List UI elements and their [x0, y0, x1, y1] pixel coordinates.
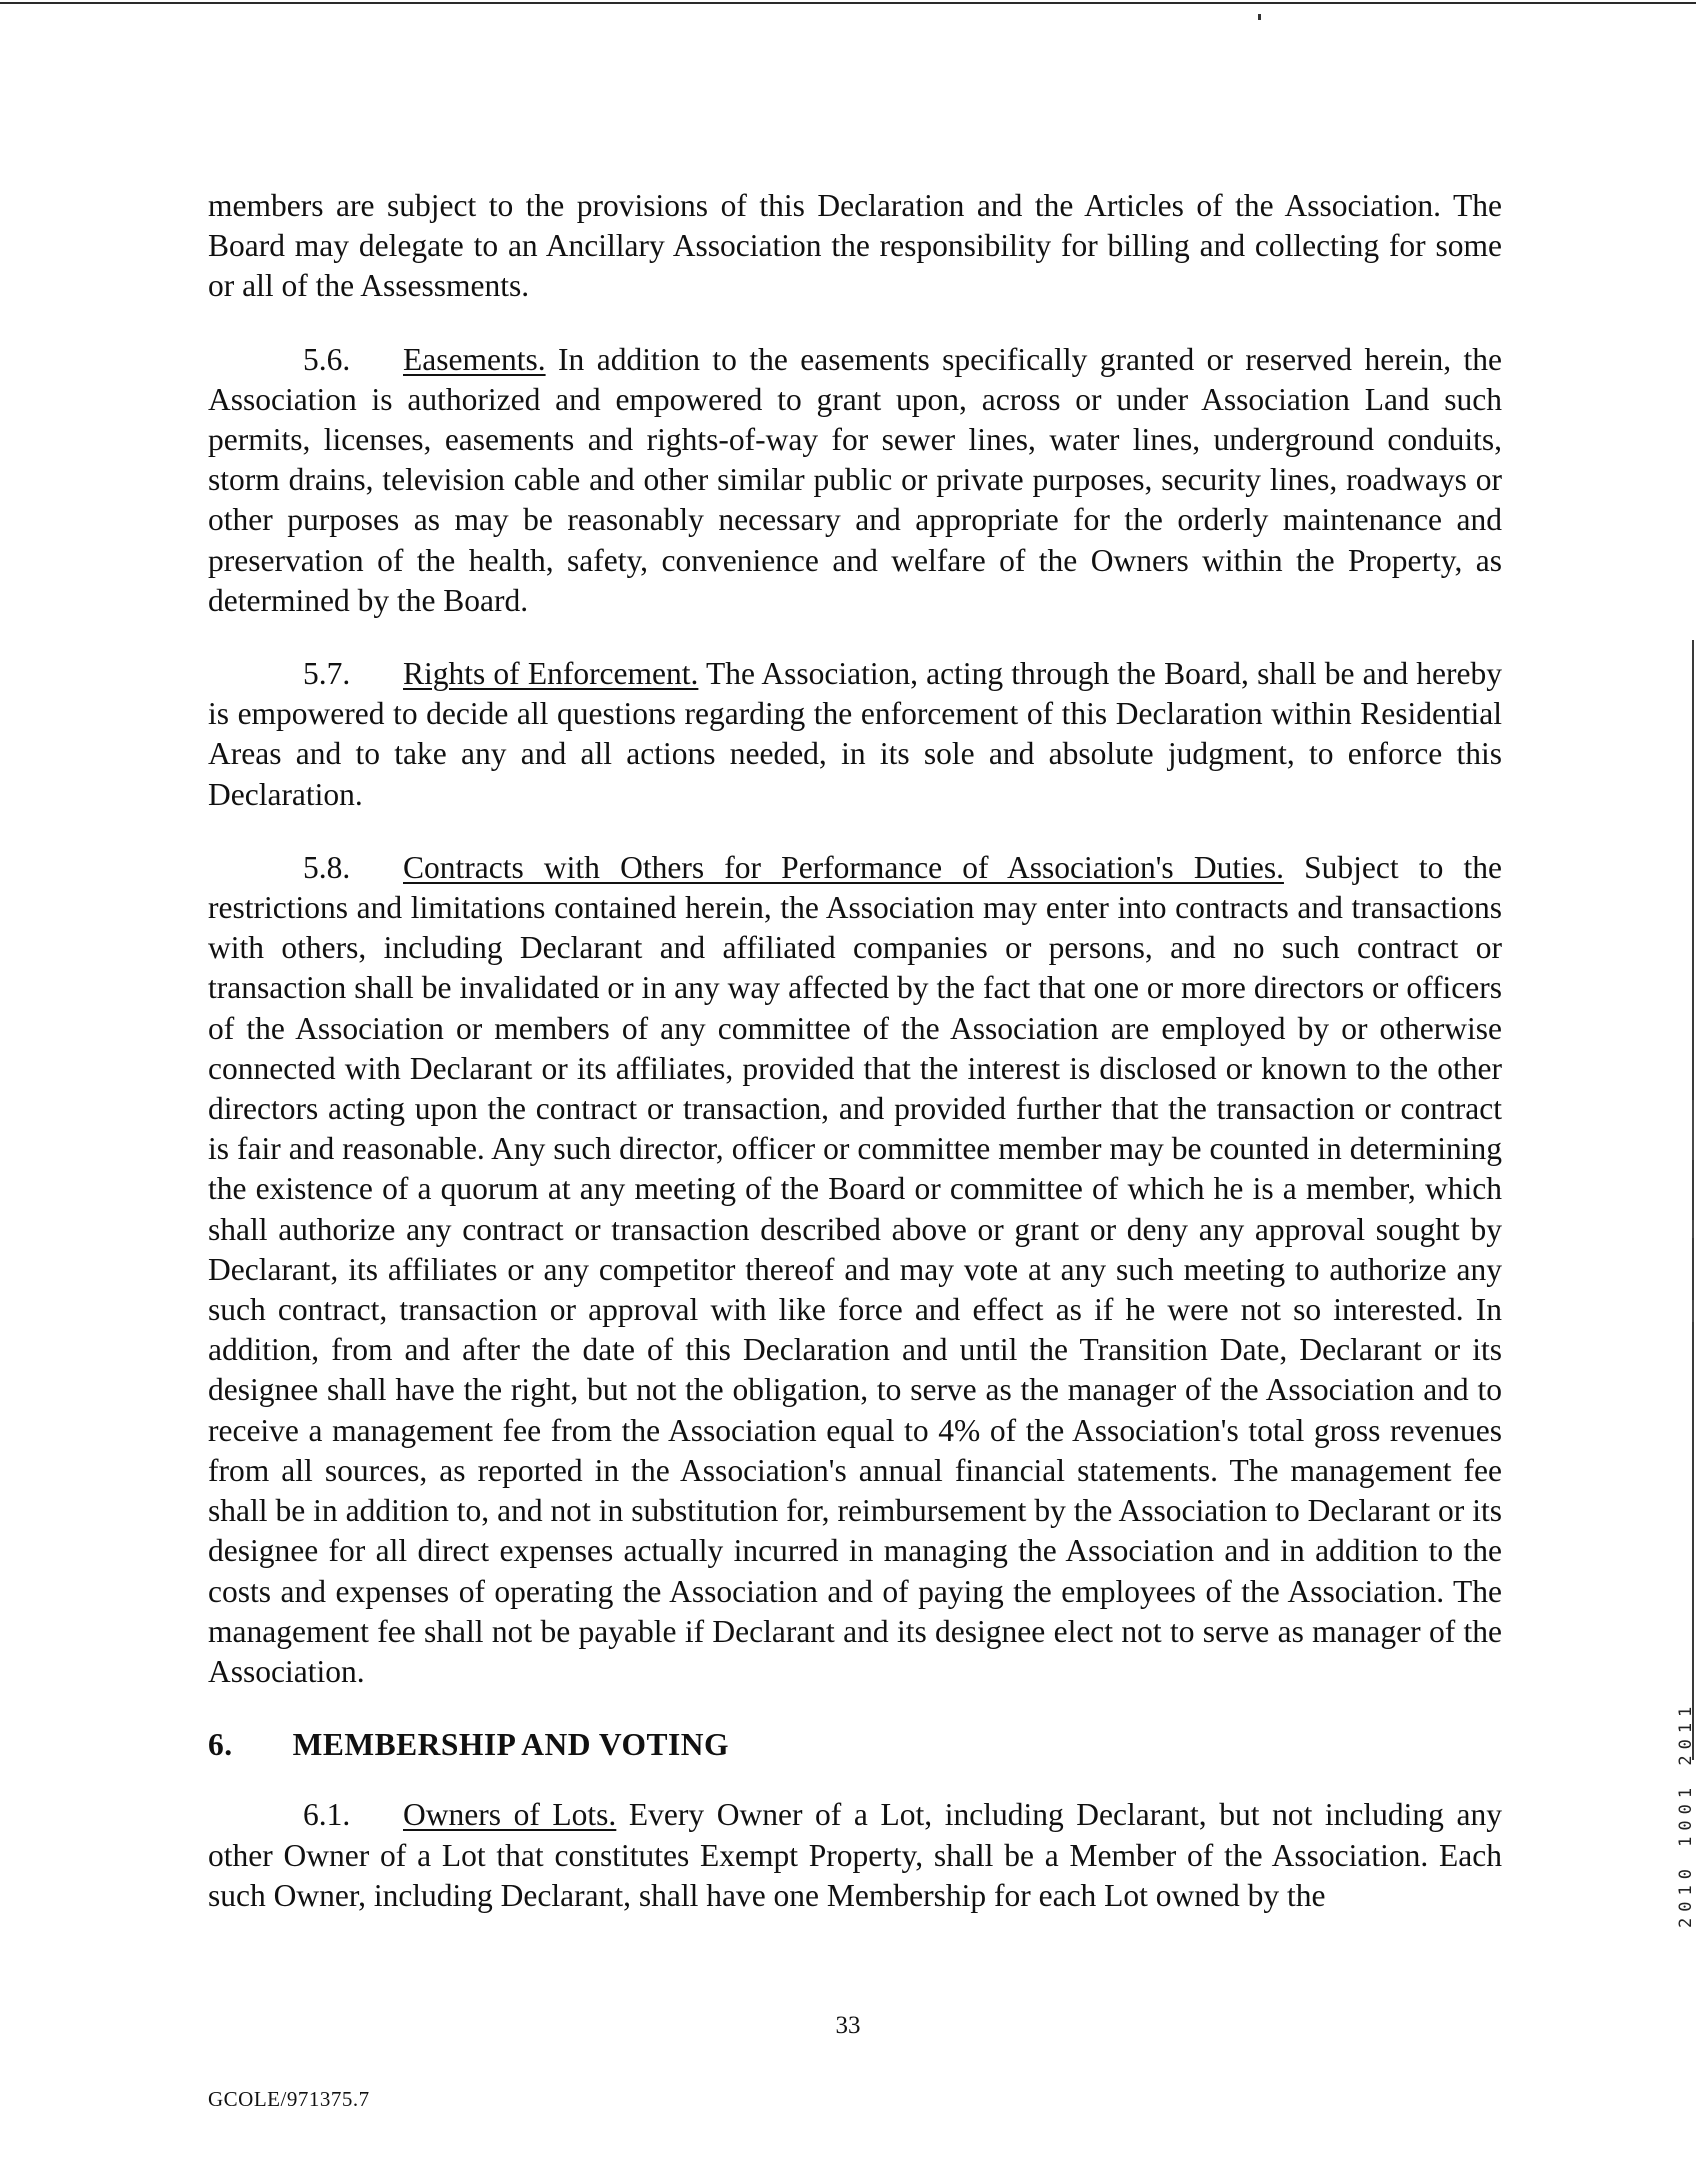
section-text: In addition to the easements specifically granted or reserved herein, the Association is authorized and empowered to grant upon, across or under Association Land such permits, licenses, easements and rights-of-way for sewer lines, water lines, underground conduits, storm drains, television cable and other similar public or private purposes, security lines, roadways or other purposes as may be reasonably necessary and appropriate for the orderly maintenance and preservation of the health, safety, convenience and welfare of the Owners within the Property, as determined by the Board.	[208, 341, 1502, 618]
section-number: 6.1.	[303, 1797, 351, 1833]
section-title: Contracts with Others for Performance of Association's Duties.	[403, 849, 1284, 885]
scan-right-border-fragment	[1692, 1300, 1694, 1322]
scan-right-border-fragment	[1692, 1100, 1694, 1160]
section-5-7	[208, 654, 1502, 815]
margin-stamp	[1676, 1570, 1696, 1930]
section-number: 5.6.	[303, 341, 351, 377]
margin-stamp-text: 2010 1001 2011	[1676, 1700, 1696, 1928]
scan-right-border-fragment	[1692, 1220, 1694, 1238]
section-title: Owners of Lots.	[403, 1797, 617, 1833]
document-id: GCOLE/971375.7	[208, 2087, 370, 2111]
section-number: 5.8.	[303, 849, 351, 885]
article-title: MEMBERSHIP AND VOTING	[292, 1727, 729, 1763]
page-number: 33	[835, 2012, 861, 2039]
section-title: Rights of Enforcement.	[403, 656, 699, 692]
section-number: 5.7.	[303, 656, 351, 692]
section-title: Easements.	[403, 341, 546, 377]
section-5-6	[208, 340, 1502, 621]
section-5-8	[208, 848, 1502, 1692]
section-6-1	[208, 1795, 1502, 1916]
article-number: 6.	[208, 1727, 233, 1763]
section-text: Subject to the restrictions and limitations contained herein, the Association may enter into contracts and transactions with others, including Declarant and affiliated companies or persons, and no such contract or transaction shall be invalidated or in any way affected by the fact that one or more directors or officers of the Association or members of any committee of the Association are employed by or otherwise connected with Declarant or its affiliates, provided that the interest is disclosed or known to the other directors acting upon the contract or transaction, and provided further that the transaction or contract is fair and reasonable. Any such director, officer or committee member may be counted in determining the existence of a quorum at any meeting of the Board or committee of which he is a member, which shall authorize any contract or transaction described above or grant or deny any approval sought by Declarant, its affiliates or any competitor thereof and may vote at any such meeting to authorize any such contract, transaction or approval with like force and effect as if he were not so interested. In addition, from and after the date of this Declaration and until the Transition Date, Declarant or its designee shall have the right, but not the obligation, to serve as the manager of the Association and to receive a management fee from the Association equal to 4% of the Association's total gross revenues from all sources, as reported in the Association's annual financial statements. The management fee shall be in addition to, and not in substitution for, reimbursement by the Association to Declarant or its designee for all direct expenses actually incurred in managing the Association and in addition to the costs and expenses of operating the Association and of paying the employees of the Association. The management fee shall not be payable if Declarant and its designee elect not to serve as manager of the Association.	[208, 849, 1502, 1689]
scan-speck	[1258, 14, 1261, 20]
scan-top-border	[0, 2, 1696, 4]
section-text: The Association, acting through the Board, shall be and hereby is empowered to decide all questions regarding the enforcement of this Declaration within Residential Areas and to take any and all actions needed, in its sole and absolute judgment, to enforce this Declaration.	[208, 656, 1502, 812]
section-text: Every Owner of a Lot, including Declarant, but not including any other Owner of a Lot that constitutes Exempt Property, shall be a Member of the Association. Each such Owner, including Declarant, shall have one Membership for each Lot owned by the	[208, 1797, 1502, 1913]
article-heading-6	[208, 1725, 1502, 1765]
paragraph-continuation: members are subject to the provisions of this Declaration and the Articles of the Association. The Board may delegate to an Ancillary Association the responsibility for billing and collecting for some or all of the Assessments.	[208, 188, 1502, 304]
document-body	[208, 186, 1502, 1949]
